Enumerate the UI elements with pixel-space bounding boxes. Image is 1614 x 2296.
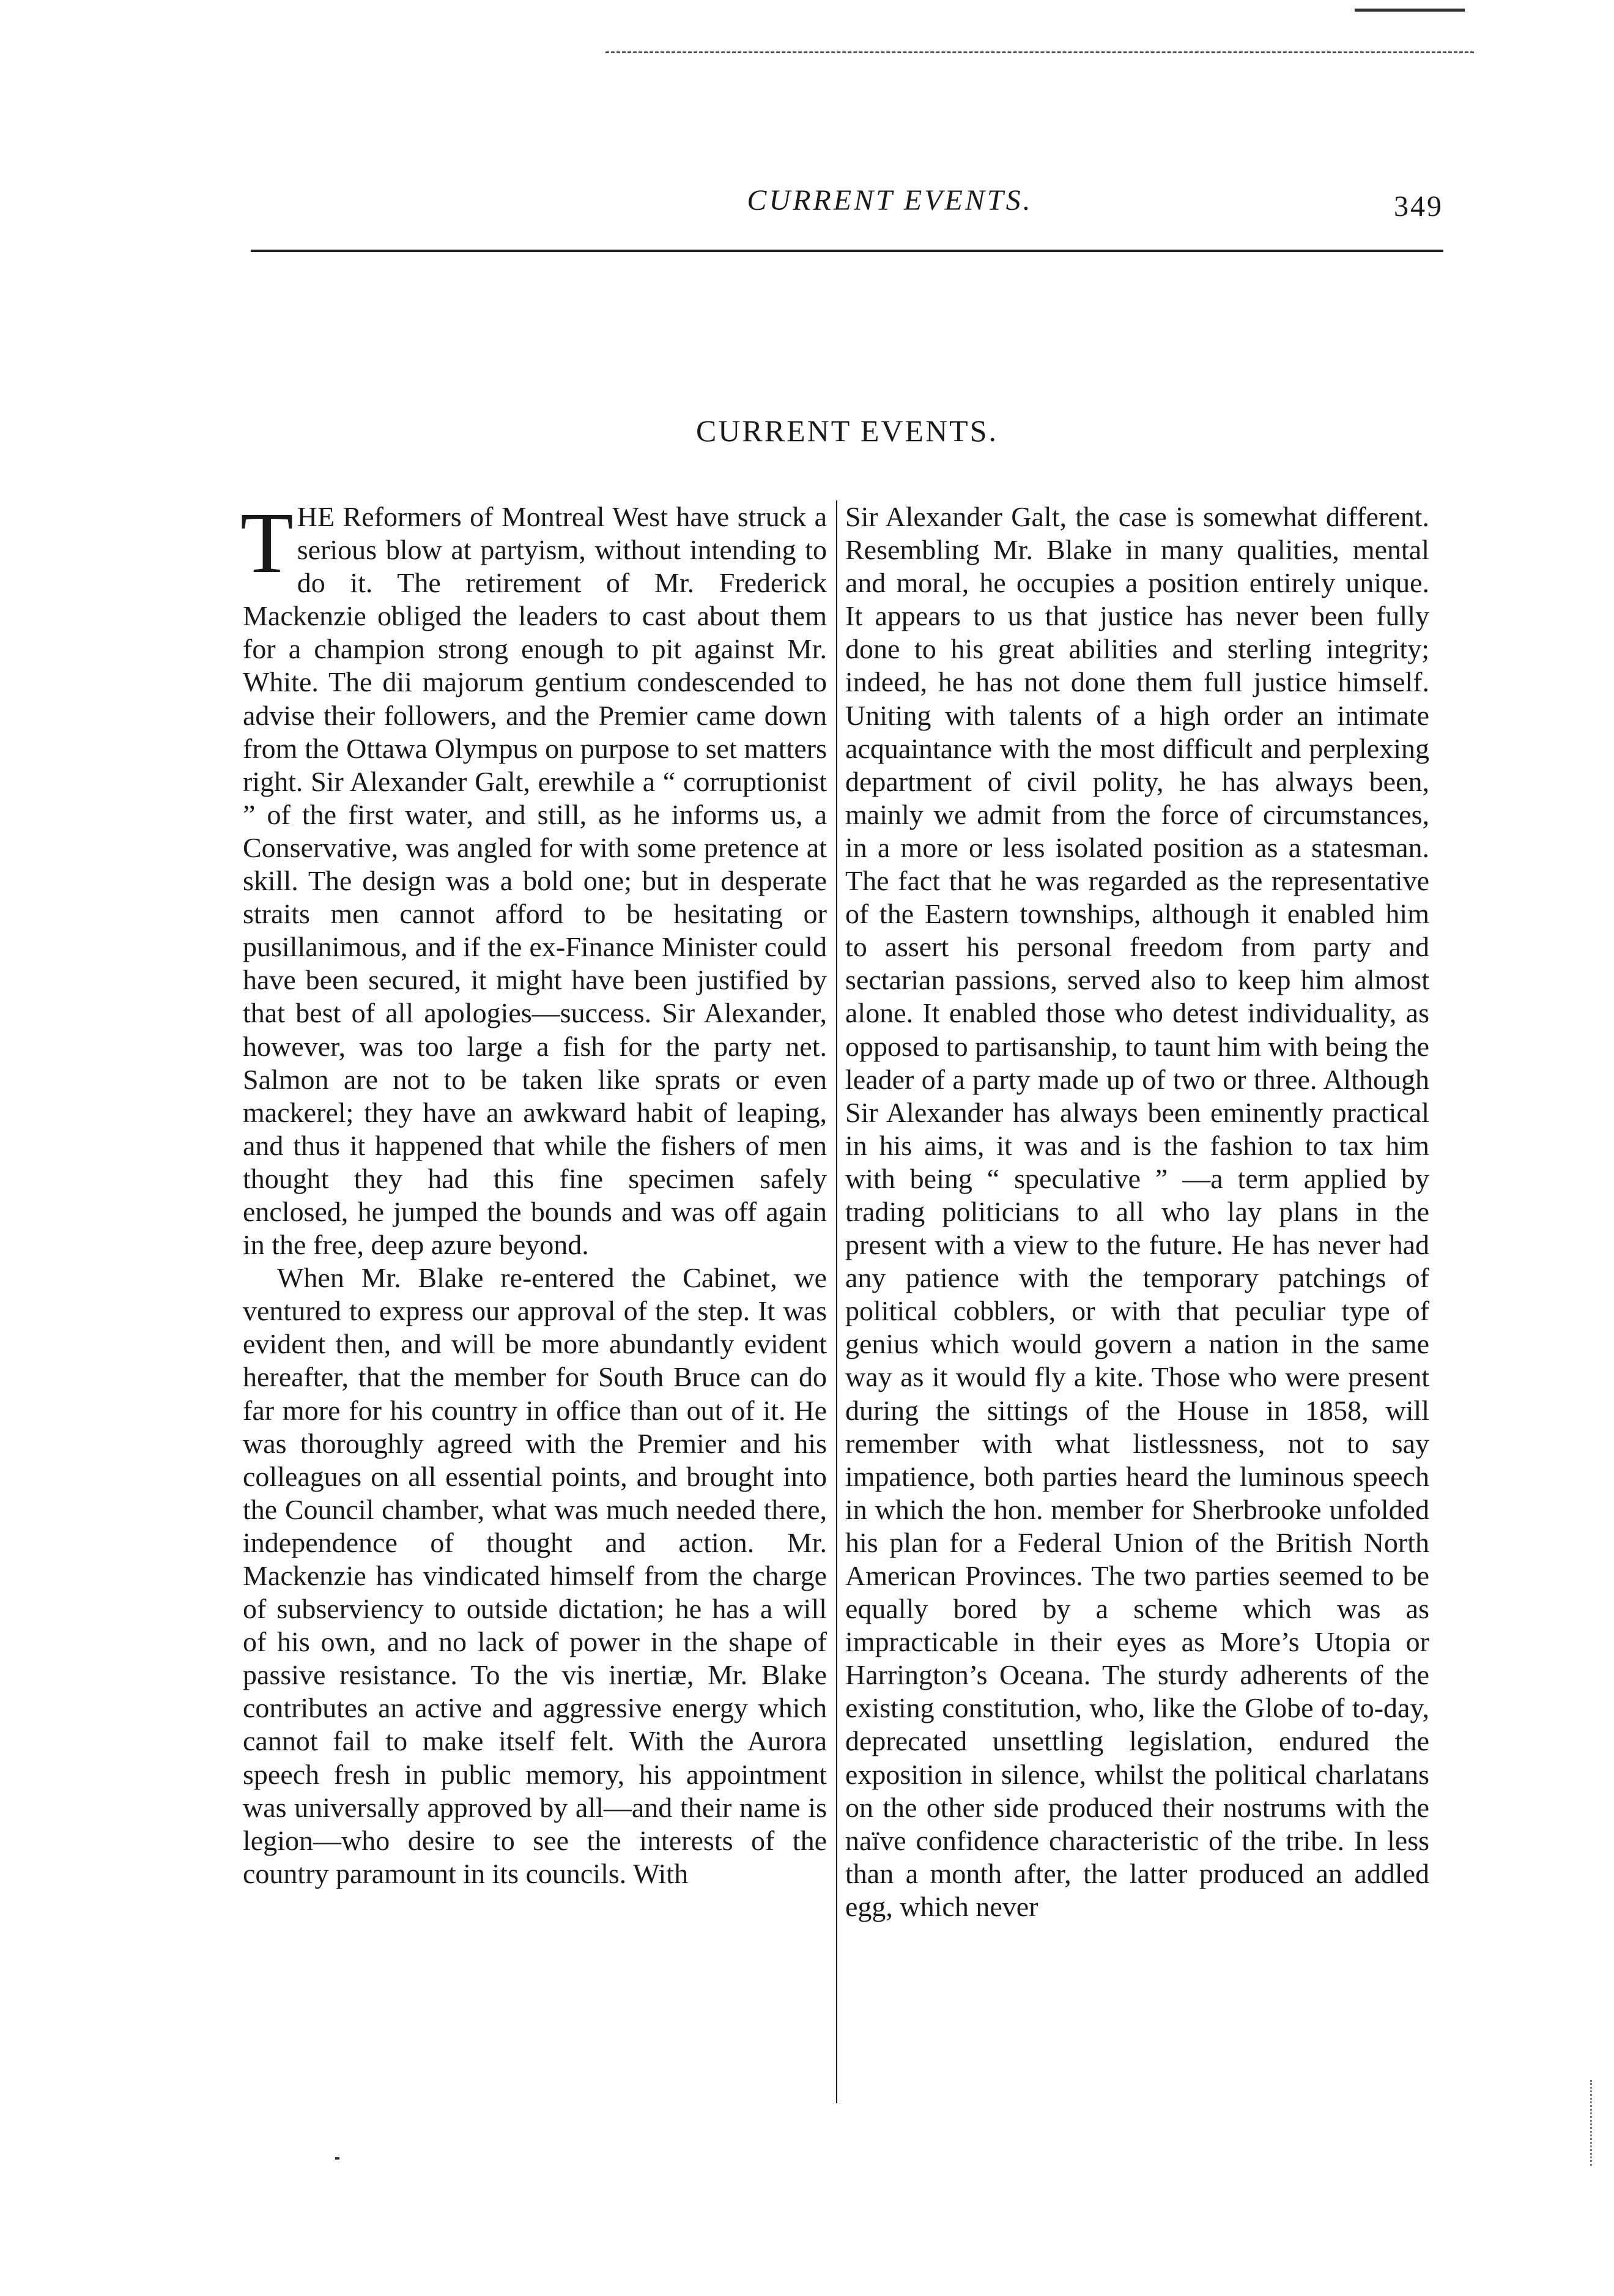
paragraph-2: When Mr. Blake re-entered the Cabinet, we ventured to express our approval of the step. It was evident then, and will be more abundantly evident hereafter, that the member for South Bruce can do far more for his country in office than out of it. He was thoroughly agreed with the Premier and his colleagues on all essential points, and brought into the Council chamber, what was much needed there, independence of thought and action. Mr. Mackenzie has vindicated himself from the charge of subserviency to outside dictation; he has a will of his own, and no lack of power in the shape of passive resistance. To the vis inertiæ, Mr. Blake contributes an active and aggressive energy which cannot fail to make itself felt. With the Aurora speech fresh in public memory, his appointment was universally approved by all—and their name is legion—who desire to see the interests of the country paramount in its councils. With <box>243 1262 827 1889</box>
drop-cap: T <box>240 494 294 591</box>
paragraph-1 <box>240 494 827 1261</box>
column-divider <box>836 500 837 2103</box>
header-rule <box>251 250 1443 252</box>
running-header <box>251 184 1443 239</box>
left-column <box>240 494 827 1890</box>
article-title: CURRENT EVENTS. <box>695 414 999 448</box>
paragraph-1-text: HE Reformers of Montreal West have struck a serious blow at partyism, without intending to do it. The retirement of Mr. Frederick Mackenzie obliged the leaders to cast about them for a champion strong enough to pit against Mr. White. The dii majorum gentium condescended to advise their followers, and the Premier came down from the Ottawa Olympus on purpose to set matters right. Sir Alexander Galt, erewhile a “ corruptionist ” of the first water, and still, as he informs us, a Conservative, was angled for with some pretence at skill. The design was a bold one; but in desperate straits men cannot afford to be hesitating or pusillanimous, and if the ex-Finance Minister could have been secured, it might have been justified by that best of all apologies—success. Sir Alexander, however, was too large a fish for the party net. Salmon are not to be taken like sprats or even mackerel; they have an awkward habit of leaping, and thus it happened that while the fishers of men thought they had this fine specimen safely enclosed, he jumped the bounds and was off again in the free, deep azure beyond. <box>243 501 827 1261</box>
running-title: CURRENT EVENTS. <box>747 184 1033 217</box>
paragraph-3: Sir Alexander Galt, the case is somewhat different. Resembling Mr. Blake in many qualities, mental and moral, he occupies a position entirely unique. It appears to us that justice has never been fully done to his great abilities and sterling integrity; indeed, he has not done them full justice himself. Uniting with talents of a high order an intimate acquaintance with the most difficult and perplexing department of civil polity, he has always been, mainly we admit from the force of circumstances, in a more or less isolated position as a statesman. The fact that he was regarded as the representative of the Eastern townships, although it enabled him to assert his personal freedom from party and sectarian passions, served also to keep him almost alone. It enabled those who detest individuality, as opposed to partisanship, to taunt him with being the leader of a party made up of two or three. Although Sir Alexander has always been eminently practical in his aims, it was and is the fashion to tax him with being “ speculative ” —a term applied by trading politicians to all who lay plans in the present with a view to the future. He has never had any patience with the temporary patchings of political cobblers, or with that peculiar type of genius which would govern a nation in the same way as it would fly a kite. Those who were present during the sittings of the House in 1858, will remember with what listlessness, not to say impatience, both parties heard the luminous speech in which the hon. member for Sherbrooke unfolded his plan for a Federal Union of the British North American Provinces. The two parties seemed to be equally bored by a scheme which was as impracticable in their eyes as More’s Utopia or Harrington’s Oceana. The sturdy adherents of the existing constitution, who, like the Globe of to-day, deprecated unsettling legislation, endured the exposition in silence, whilst the political charlatans on the other side produced their nostrums with the naïve confidence characteristic of the tribe. In less than a month after, the latter produced an addled egg, which never <box>845 501 1429 1922</box>
right-column <box>845 500 1429 1923</box>
stray-ink-mark <box>335 2157 339 2160</box>
page-number: 349 <box>1394 190 1443 223</box>
page-edge-marks <box>1590 2080 1594 2166</box>
top-edge-rule <box>1355 9 1465 12</box>
top-dashed-rule <box>605 51 1474 53</box>
